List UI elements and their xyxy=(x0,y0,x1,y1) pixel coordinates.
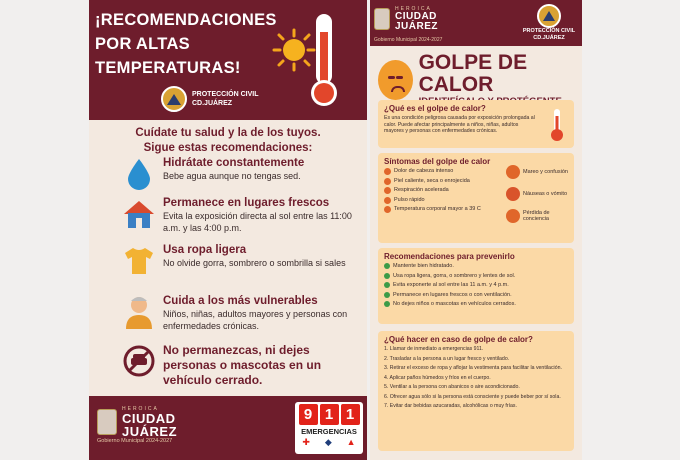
proteccion-civil-logo-icon xyxy=(161,86,187,112)
action-item: 3. Retirar el exceso de ropa y aflojar la vestimenta para facilitar la ventilación. xyxy=(384,365,562,371)
fire-icon: ▲ xyxy=(346,437,356,447)
right-header xyxy=(370,0,582,46)
prevention-item: Permanece en lugares frescos o con ventilación. xyxy=(384,292,568,299)
check-icon xyxy=(384,263,390,269)
skin-icon xyxy=(384,178,391,185)
rec-title: Permanece en lugares frescos xyxy=(163,197,330,209)
rec-title: Hidrátate constantemente xyxy=(163,157,305,169)
check-icon xyxy=(384,292,390,298)
prevention-item: Usa ropa ligera, gorra, o sombrero y lentes de sol. xyxy=(384,273,568,280)
gobierno-logo xyxy=(97,406,192,438)
symptoms-card xyxy=(378,153,574,243)
symptom-side-item: Mareo y confusión xyxy=(506,165,572,179)
action-item: 1. Llamar de inmediato a emergencias 911. xyxy=(384,346,484,352)
digit-9: 9 xyxy=(299,404,318,425)
action-item: 2. Trasladar a la persona a un lugar fresco y ventilado. xyxy=(384,355,510,362)
thermometer-small-icon xyxy=(384,206,391,213)
gov-heroica: HEROICA xyxy=(395,6,432,12)
house-icon xyxy=(123,199,155,229)
rec-cool-places xyxy=(121,196,361,234)
rec-text: Niños, niñas, adultos mayores y personas con enfermedades crónicas. xyxy=(163,309,348,331)
heat-recommendations-poster xyxy=(89,0,367,460)
rec-vulnerable xyxy=(121,294,361,332)
what-to-do-title: ¿Qué hacer en caso de golpe de calor? xyxy=(384,335,533,344)
proteccion-civil-logo-icon xyxy=(537,4,561,28)
action-item: 4. Aplicar paños húmedos y fríos en el cuerpo. xyxy=(384,374,491,381)
gov-period: Gobierno Municipal 2024-2027 xyxy=(97,438,173,444)
check-icon xyxy=(384,301,390,307)
proteccion-civil-badge xyxy=(161,86,259,112)
what-is-answer: Es una condición peligrosa causada por exposición prolongada al calor. Puede afectar principalmente a niños, niñas, adultos mayores y personas con enfermedades crónicas. xyxy=(384,115,535,134)
symptom-side-item: Pérdida de conciencia xyxy=(506,209,572,223)
elderly-person-icon xyxy=(123,295,155,329)
rec-light-clothes xyxy=(121,243,361,279)
poster-title: ¡RECOMENDACIONES POR ALTAS TEMPERATURAS! xyxy=(95,11,277,77)
symptom-item: Respiración acelerada xyxy=(384,187,504,194)
rec-title: Usa ropa ligera xyxy=(163,244,247,256)
poster-title: GOLPE DE CALOR xyxy=(418,51,528,96)
proteccion-civil-badge-right xyxy=(520,4,578,42)
symptoms-title: Síntomas del golpe de calor xyxy=(384,157,491,166)
symptom-item: Piel caliente, seca o enrojecida xyxy=(384,178,504,185)
fainting-icon xyxy=(506,209,520,223)
nausea-icon xyxy=(506,187,520,201)
breathing-icon xyxy=(384,187,391,194)
gov-name: CIUDAD JUÁREZ xyxy=(395,11,439,32)
intro-line-2: Sigue estas recomendaciones: xyxy=(143,142,313,154)
water-drop-icon xyxy=(126,158,152,190)
rec-text: No olvide gorra, sombrero o sombrilla si sales xyxy=(163,258,346,268)
symptom-item: Pulso rápido xyxy=(384,197,504,204)
gov-name: CIUDAD JUÁREZ xyxy=(122,411,178,439)
gov-heroica: HEROICA xyxy=(122,406,159,412)
prevention-item: Evita exponerte al sol entre las 11 a.m. y 4 p.m. xyxy=(384,282,568,289)
what-is-question: ¿Qué es el golpe de calor? xyxy=(384,104,486,113)
action-item: 6. Ofrecer agua sólo si la persona está consciente y puede beber por sí sola. xyxy=(384,393,561,400)
rec-hydrate xyxy=(121,156,361,192)
pc-line1: PROTECCIÓN CIVIL xyxy=(522,28,576,34)
rec-text: Evita la exposición directa al sol entre las 11:00 a.m. y las 4:00 p.m. xyxy=(163,211,352,233)
thermometer-icon xyxy=(550,108,564,142)
overheated-face-icon xyxy=(378,60,413,100)
symptom-item: Dolor de cabeza intenso xyxy=(384,168,504,175)
what-to-do-card xyxy=(378,331,574,451)
symptom-item: Temperatura corporal mayor a 39 C xyxy=(384,206,504,213)
intro-text xyxy=(89,126,367,156)
check-icon xyxy=(384,282,390,288)
hero-title xyxy=(378,52,582,107)
symptom-side-item: Náuseas o vómito xyxy=(506,187,572,201)
action-item: 5. Ventilar a la persona con abanicos o aire acondicionado. xyxy=(384,384,520,390)
check-icon xyxy=(384,273,390,279)
dizzy-face-icon xyxy=(506,165,520,179)
no-car-icon xyxy=(122,344,156,378)
tshirt-icon xyxy=(123,246,155,276)
intro-line-1: Cuídate tu salud y la de los tuyos. xyxy=(135,127,321,139)
pc-line2: CD.JUÁREZ xyxy=(192,100,233,107)
pulse-icon xyxy=(384,197,391,204)
emergency-911-box xyxy=(295,402,363,454)
digit-1a: 1 xyxy=(320,404,339,425)
gobierno-logo-right xyxy=(374,6,451,32)
city-seal-icon xyxy=(97,409,117,435)
emergency-label: EMERGENCIAS xyxy=(301,427,357,436)
pc-line2: CD.JUÁREZ xyxy=(533,35,565,41)
rec-title: Cuida a los más vulnerables xyxy=(163,295,318,307)
digit-1b: 1 xyxy=(341,404,360,425)
rec-text: Bebe agua aunque no tengas sed. xyxy=(163,171,301,181)
action-item: 7. Evitar dar bebidas azucaradas, alcohólicas o muy frías. xyxy=(384,403,517,409)
prevention-title: Recomendaciones para prevenirlo xyxy=(384,252,515,261)
headache-icon xyxy=(384,168,391,175)
poster-header xyxy=(89,0,367,120)
prevention-card xyxy=(378,248,574,324)
rec-no-vehicle xyxy=(121,343,361,388)
pc-line1: PROTECCIÓN CIVIL xyxy=(192,91,259,98)
police-icon: ◆ xyxy=(324,437,332,447)
what-is-card xyxy=(378,100,574,148)
medical-cross-icon: ✚ xyxy=(302,437,310,447)
prevention-item: Mantente bien hidratado. xyxy=(384,263,568,270)
city-seal-icon xyxy=(374,8,390,30)
thermometer-icon xyxy=(307,10,341,110)
golpe-de-calor-poster xyxy=(370,0,582,460)
prevention-item: No dejes niños o mascotas en vehículos cerrados. xyxy=(384,301,568,308)
rec-title: No permanezcas, ni dejes personas o mascotas en un vehículo cerrado. xyxy=(163,343,322,387)
gov-period: Gobierno Municipal 2024-2027 xyxy=(374,37,443,43)
